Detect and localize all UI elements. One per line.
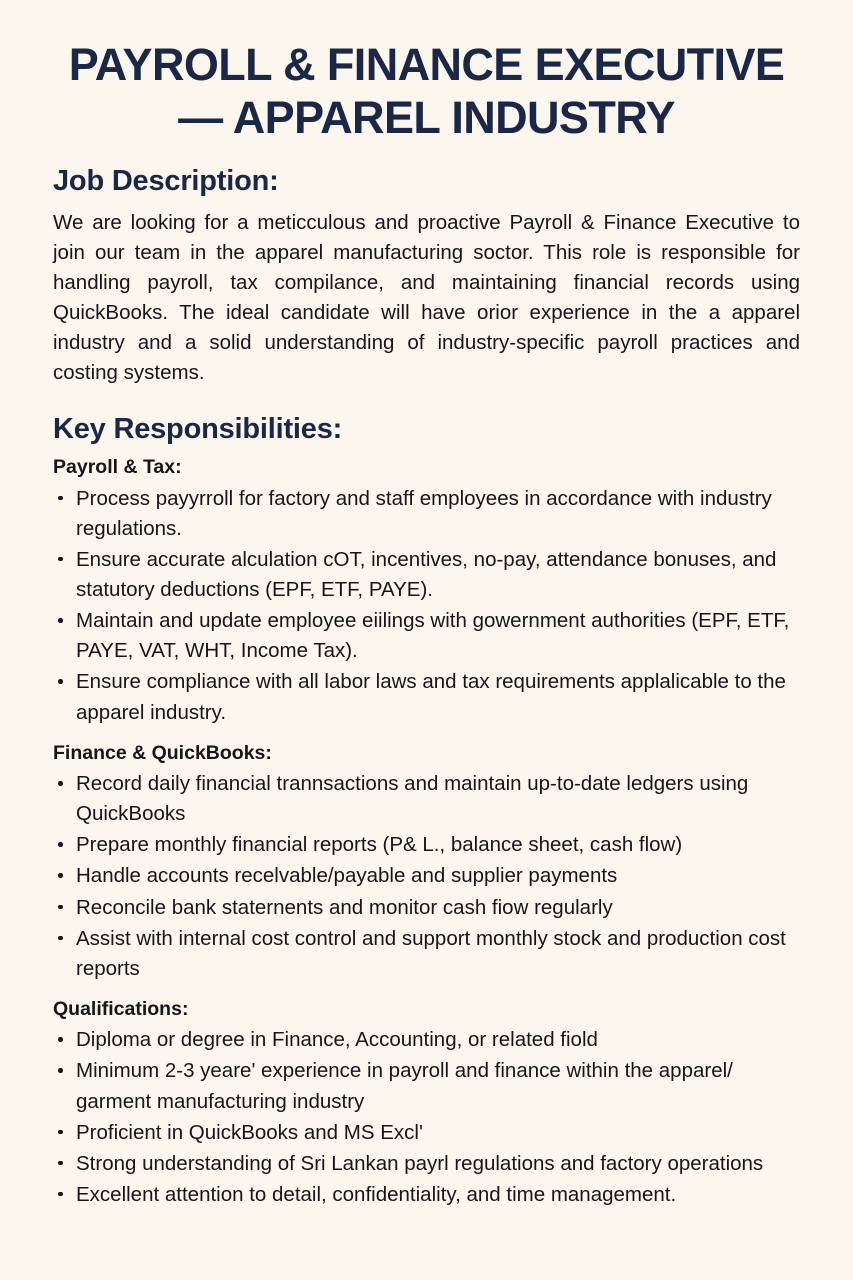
list-item: Maintain and update employee eiilings with gowernment authorities (EPF, ETF, PAYE, VAT, WHT, Income Tax). — [53, 606, 800, 666]
job-description-paragraph: We are looking for a meticculous and proactive Payroll & Finance Executive to join our team in the apparel manufacturing soctor. This role is responsible for handling payroll, tax compilance, and maintaining financial records using QuickBooks. The ideal candidate will have orior experience in the a apparel industry and a solid understanding of industry-specific payroll practices and costing systems. — [53, 210, 800, 384]
qualifications-list — [53, 1025, 800, 1210]
section-heading-job-description: Job Description: — [53, 165, 279, 198]
list-item: Strong understanding of Sri Lankan payrl regulations and factory operations — [53, 1149, 800, 1179]
list-item: Record daily financial trannsactions and maintain up-to-date ledgers using QuickBooks — [53, 769, 800, 829]
list-item: Assist with internal cost control and support monthly stock and production cost reports — [53, 924, 800, 984]
list-item: Reconcile bank staternents and monitor cash fiow regularly — [53, 893, 800, 923]
sub-heading-qualifications: Qualifications: — [53, 997, 189, 1020]
list-item: Proficient in QuickBooks and MS Excl' — [53, 1118, 800, 1148]
list-item: Minimum 2-3 yeare' experience in payroll and finance within the apparel/ garment manufacturing industry — [53, 1056, 800, 1116]
list-item: Handle accounts recelvable/payable and supplier payments — [53, 861, 800, 891]
sub-heading-payroll-tax: Payroll & Tax: — [53, 456, 182, 479]
list-item: Prepare monthly financial reports (P& L., balance sheet, cash flow) — [53, 830, 800, 860]
page-title-line-2: — APPAREL INDUSTRY — [178, 92, 675, 144]
payroll-tax-list — [53, 484, 800, 728]
page-title — [53, 38, 800, 144]
list-item: Excellent attention to detail, confidentiality, and time management. — [53, 1180, 800, 1210]
list-item: Process payyrroll for factory and staff employees in accordance with industry regulations. — [53, 484, 800, 544]
list-item: Diploma or degree in Finance, Accounting, or related fiold — [53, 1025, 800, 1055]
list-item: Ensure accurate alculation cOT, incentives, no-pay, attendance bonuses, and statutory deductions (EPF, ETF, PAYE). — [53, 545, 800, 605]
list-item: Ensure compliance with all labor laws and tax requirements applalicable to the apparel industry. — [53, 667, 800, 727]
page-title-line-1: PAYROLL & FINANCE EXECUTIVE — [68, 39, 785, 90]
finance-quickbooks-list — [53, 769, 800, 984]
section-heading-key-responsibilities: Key Responsibilities: — [53, 412, 343, 445]
sub-heading-finance-quickbooks: Finance & QuickBooks: — [53, 741, 272, 764]
